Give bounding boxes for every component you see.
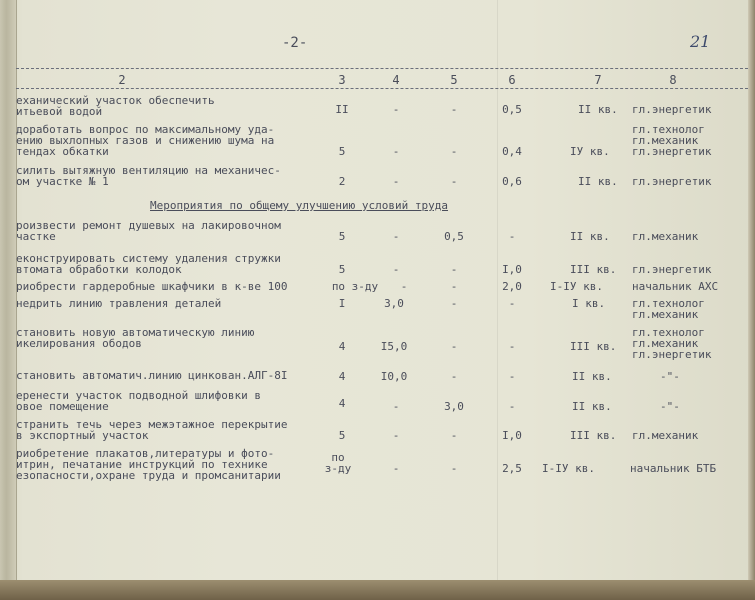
cell-col5: - xyxy=(450,297,458,310)
cell-col3: 5 xyxy=(338,263,346,276)
cell-col5: 0,5 xyxy=(444,230,464,243)
cell-col3: з-ду xyxy=(324,462,352,475)
column-header-3: 3 xyxy=(338,73,346,87)
cell-col7: I-IУ кв. xyxy=(550,280,603,293)
cell-col6: 0,5 xyxy=(502,103,522,116)
cell-col5: - xyxy=(450,340,458,353)
row-text-line: еханический участок обеспечить xyxy=(16,94,215,107)
cell-col4: I0,0 xyxy=(380,370,408,383)
cell-col3: по xyxy=(331,451,345,464)
cell-col6: I,0 xyxy=(502,429,522,442)
cell-col7: II кв. xyxy=(578,103,618,116)
cell-col8: гл.механик xyxy=(632,308,699,321)
row-text-line: странить течь через межэтажное перекрытие xyxy=(16,418,288,431)
cell-col6: 2,5 xyxy=(502,462,522,475)
cell-col6: I,0 xyxy=(502,263,522,276)
section-heading: Мероприятия по общему улучшению условий труда xyxy=(150,199,449,212)
cell-col8: гл.механик xyxy=(632,337,699,350)
row-text-line: риобрести гардеробные шкафчики в к-ве 100 xyxy=(16,280,288,293)
page-binding xyxy=(0,0,17,600)
cell-col3: I xyxy=(338,297,346,310)
row-text-line: овое помещение xyxy=(16,400,109,413)
cell-col3: 4 xyxy=(338,340,346,353)
cell-col6: - xyxy=(508,370,516,383)
row-text-line: ению выхлопных газов и снижению шума на xyxy=(16,134,275,147)
cell-col5: - xyxy=(450,370,458,383)
cell-col3: 4 xyxy=(338,370,346,383)
row-text-line: силить вытяжную вентиляцию на механичес- xyxy=(16,164,281,177)
cell-col8: гл.технолог xyxy=(632,123,705,136)
cell-col4: - xyxy=(392,103,400,116)
row-text-line: риобретение плакатов,литературы и фото- xyxy=(16,447,275,460)
cell-col8: гл.технолог xyxy=(632,326,705,339)
cell-col7: III кв. xyxy=(570,263,617,276)
row-text-line: доработать вопрос по максимальному уда- xyxy=(16,123,275,136)
cell-col4: - xyxy=(392,429,400,442)
cell-col3: II xyxy=(335,103,349,116)
cell-col5: - xyxy=(450,103,458,116)
header-rule-top xyxy=(16,68,748,69)
cell-col6: - xyxy=(508,230,516,243)
cell-col4: I5,0 xyxy=(380,340,408,353)
cell-col8: гл.энергетик xyxy=(632,348,712,361)
cell-col6: - xyxy=(508,400,516,413)
cell-col6: 2,0 xyxy=(502,280,522,293)
cell-col8: -"- xyxy=(660,370,680,383)
column-header-8: 8 xyxy=(669,73,677,87)
cell-col6: 0,6 xyxy=(502,175,522,188)
cell-col7: II кв. xyxy=(570,230,610,243)
cell-col8: гл.технолог xyxy=(632,297,705,310)
cell-col8: начальник БТБ xyxy=(630,462,717,475)
cell-col3: 2 xyxy=(338,175,346,188)
cell-col5: - xyxy=(450,429,458,442)
row-text-line: тендах обкатки xyxy=(16,145,109,158)
desk-background xyxy=(0,580,755,600)
cell-col5: - xyxy=(450,263,458,276)
cell-col3: по з-ду xyxy=(331,280,379,293)
cell-col4: - xyxy=(392,175,400,188)
cell-col4: - xyxy=(392,263,400,276)
row-text-line: втомата обработки колодок xyxy=(16,263,182,276)
column-header-7: 7 xyxy=(594,73,602,87)
cell-col3: 5 xyxy=(338,230,346,243)
page-number: -2- xyxy=(282,35,308,51)
handwritten-page-number: 21 xyxy=(690,32,711,51)
cell-col8: начальник АХС xyxy=(632,280,719,293)
cell-col7: III кв. xyxy=(570,429,617,442)
cell-col5: - xyxy=(450,145,458,158)
row-text-line: езопасности,охране труда и промсанитарии xyxy=(16,469,281,482)
row-text-line: еренести участок подводной шлифовки в xyxy=(16,389,262,402)
cell-col7: III кв. xyxy=(570,340,617,353)
cell-col5: - xyxy=(450,175,458,188)
row-text-line: еконструировать систему удаления стружки xyxy=(16,252,281,265)
row-text-line: частке xyxy=(16,230,56,243)
cell-col8: -"- xyxy=(660,400,680,413)
column-header-5: 5 xyxy=(450,73,458,87)
cell-col7: II кв. xyxy=(572,370,612,383)
row-text-line: итьевой водой xyxy=(16,105,103,118)
cell-col6: 0,4 xyxy=(502,145,522,158)
column-header-6: 6 xyxy=(508,73,516,87)
cell-col7: I кв. xyxy=(572,297,606,310)
cell-col4: - xyxy=(392,145,400,158)
cell-col7: II кв. xyxy=(572,400,612,413)
cell-col4: 3,0 xyxy=(384,297,404,310)
cell-col3: 5 xyxy=(338,429,346,442)
row-text-line: становить новую автоматическую линию xyxy=(16,326,255,339)
cell-col3: 5 xyxy=(338,145,346,158)
column-header-4: 4 xyxy=(392,73,400,87)
cell-col7: IУ кв. xyxy=(570,145,610,158)
row-text-line: в экспортный участок xyxy=(16,429,149,442)
cell-col8: гл.механик xyxy=(632,134,699,147)
cell-col7: II кв. xyxy=(578,175,618,188)
row-text-line: становить автоматич.линию цинкован.АЛГ-8I xyxy=(16,369,288,382)
row-text-line: недрить линию травления деталей xyxy=(16,297,222,310)
cell-col5: 3,0 xyxy=(444,400,464,413)
cell-col8: гл.энергетик xyxy=(632,145,712,158)
cell-col8: гл.энергетик xyxy=(632,175,712,188)
cell-col4: - xyxy=(392,400,400,413)
cell-col8: гл.энергетик xyxy=(632,103,712,116)
column-header-2: 2 xyxy=(118,73,126,87)
cell-col6: - xyxy=(508,297,516,310)
page-edge xyxy=(748,0,755,600)
header-rule-bottom xyxy=(16,88,748,89)
cell-col3: 4 xyxy=(338,397,346,410)
row-text-line: ом участке № 1 xyxy=(16,175,109,188)
cell-col4: - xyxy=(392,230,400,243)
cell-col4: - xyxy=(392,462,400,475)
cell-col7: I-IУ кв. xyxy=(542,462,595,475)
row-text-line: итрин, печатание инструкций по технике xyxy=(16,458,268,471)
row-text-line: икелирования ободов xyxy=(16,337,142,350)
cell-col5: - xyxy=(450,280,458,293)
cell-col6: - xyxy=(508,340,516,353)
cell-col8: гл.механик xyxy=(632,429,699,442)
cell-col5: - xyxy=(450,462,458,475)
cell-col8: гл.энергетик xyxy=(632,263,712,276)
cell-col4: - xyxy=(400,280,408,293)
row-text-line: роизвести ремонт душевых на лакировочном xyxy=(16,219,281,232)
cell-col8: гл.механик xyxy=(632,230,699,243)
